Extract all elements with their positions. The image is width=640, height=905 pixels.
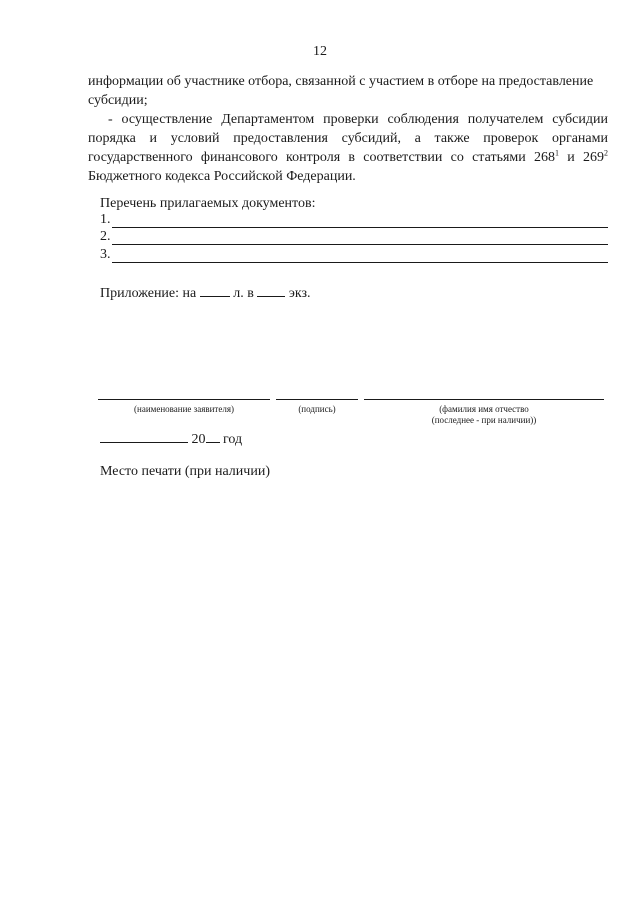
paragraph-text: государственного финансового контроля в соответствии со статьями 268 <box>88 150 555 165</box>
document-entry-line[interactable] <box>100 212 608 230</box>
year-suffix: год <box>219 432 243 447</box>
appendix-sheets-label: л. в <box>229 286 258 301</box>
full-name-caption-line: (последнее - при наличии)) <box>431 415 537 425</box>
document-entry-line[interactable] <box>100 229 608 247</box>
paragraph-text: и 269 <box>559 150 604 165</box>
document-entry-number: 2. <box>100 229 111 244</box>
year-blank[interactable] <box>206 430 220 443</box>
blank-rule <box>112 227 608 228</box>
sheets-count-blank[interactable] <box>200 284 230 297</box>
signature-caption: (подпись) <box>298 404 336 414</box>
article-superscript: 1 <box>555 148 559 158</box>
blank-rule <box>112 262 608 263</box>
stamp-place-label: Место печати (при наличии) <box>100 464 270 479</box>
article-superscript: 2 <box>604 148 608 158</box>
document-entry-number: 1. <box>100 212 111 227</box>
blank-rule <box>112 244 608 245</box>
paragraph-line-with-articles <box>88 148 608 167</box>
full-name-caption-line: (фамилия имя отчество <box>439 404 529 414</box>
document-entry-number: 3. <box>100 247 111 262</box>
date-line <box>100 430 242 448</box>
paragraph-inspection <box>88 110 608 186</box>
applicant-name-blank[interactable] <box>98 399 270 400</box>
full-name-caption <box>364 404 604 426</box>
page-number: 12 <box>313 44 327 59</box>
appendix-copies-label: экз. <box>285 286 311 301</box>
signature-blank[interactable] <box>276 399 358 400</box>
paragraph-participant-info: информации об участнике отбора, связанной с участием в отборе на предоставление субсидии; <box>88 74 594 108</box>
applicant-caption: (наименование заявителя) <box>134 404 234 414</box>
document-entry-line[interactable] <box>100 247 608 265</box>
year-prefix: 20 <box>188 432 206 447</box>
paragraph-line: порядка и условий предоставления субсидий, а также проверок органами <box>88 131 608 146</box>
copies-count-blank[interactable] <box>257 284 285 297</box>
date-blank[interactable] <box>100 430 188 443</box>
paragraph-line: Бюджетного кодекса Российской Федерации. <box>88 169 356 184</box>
documents-list-title: Перечень прилагаемых документов: <box>100 196 316 211</box>
appendix-line <box>100 284 311 302</box>
appendix-prefix: Приложение: на <box>100 286 197 301</box>
paragraph-line: - осуществление Департаментом проверки соблюдения получателем субсидии <box>108 112 608 127</box>
full-name-blank[interactable] <box>364 399 604 400</box>
